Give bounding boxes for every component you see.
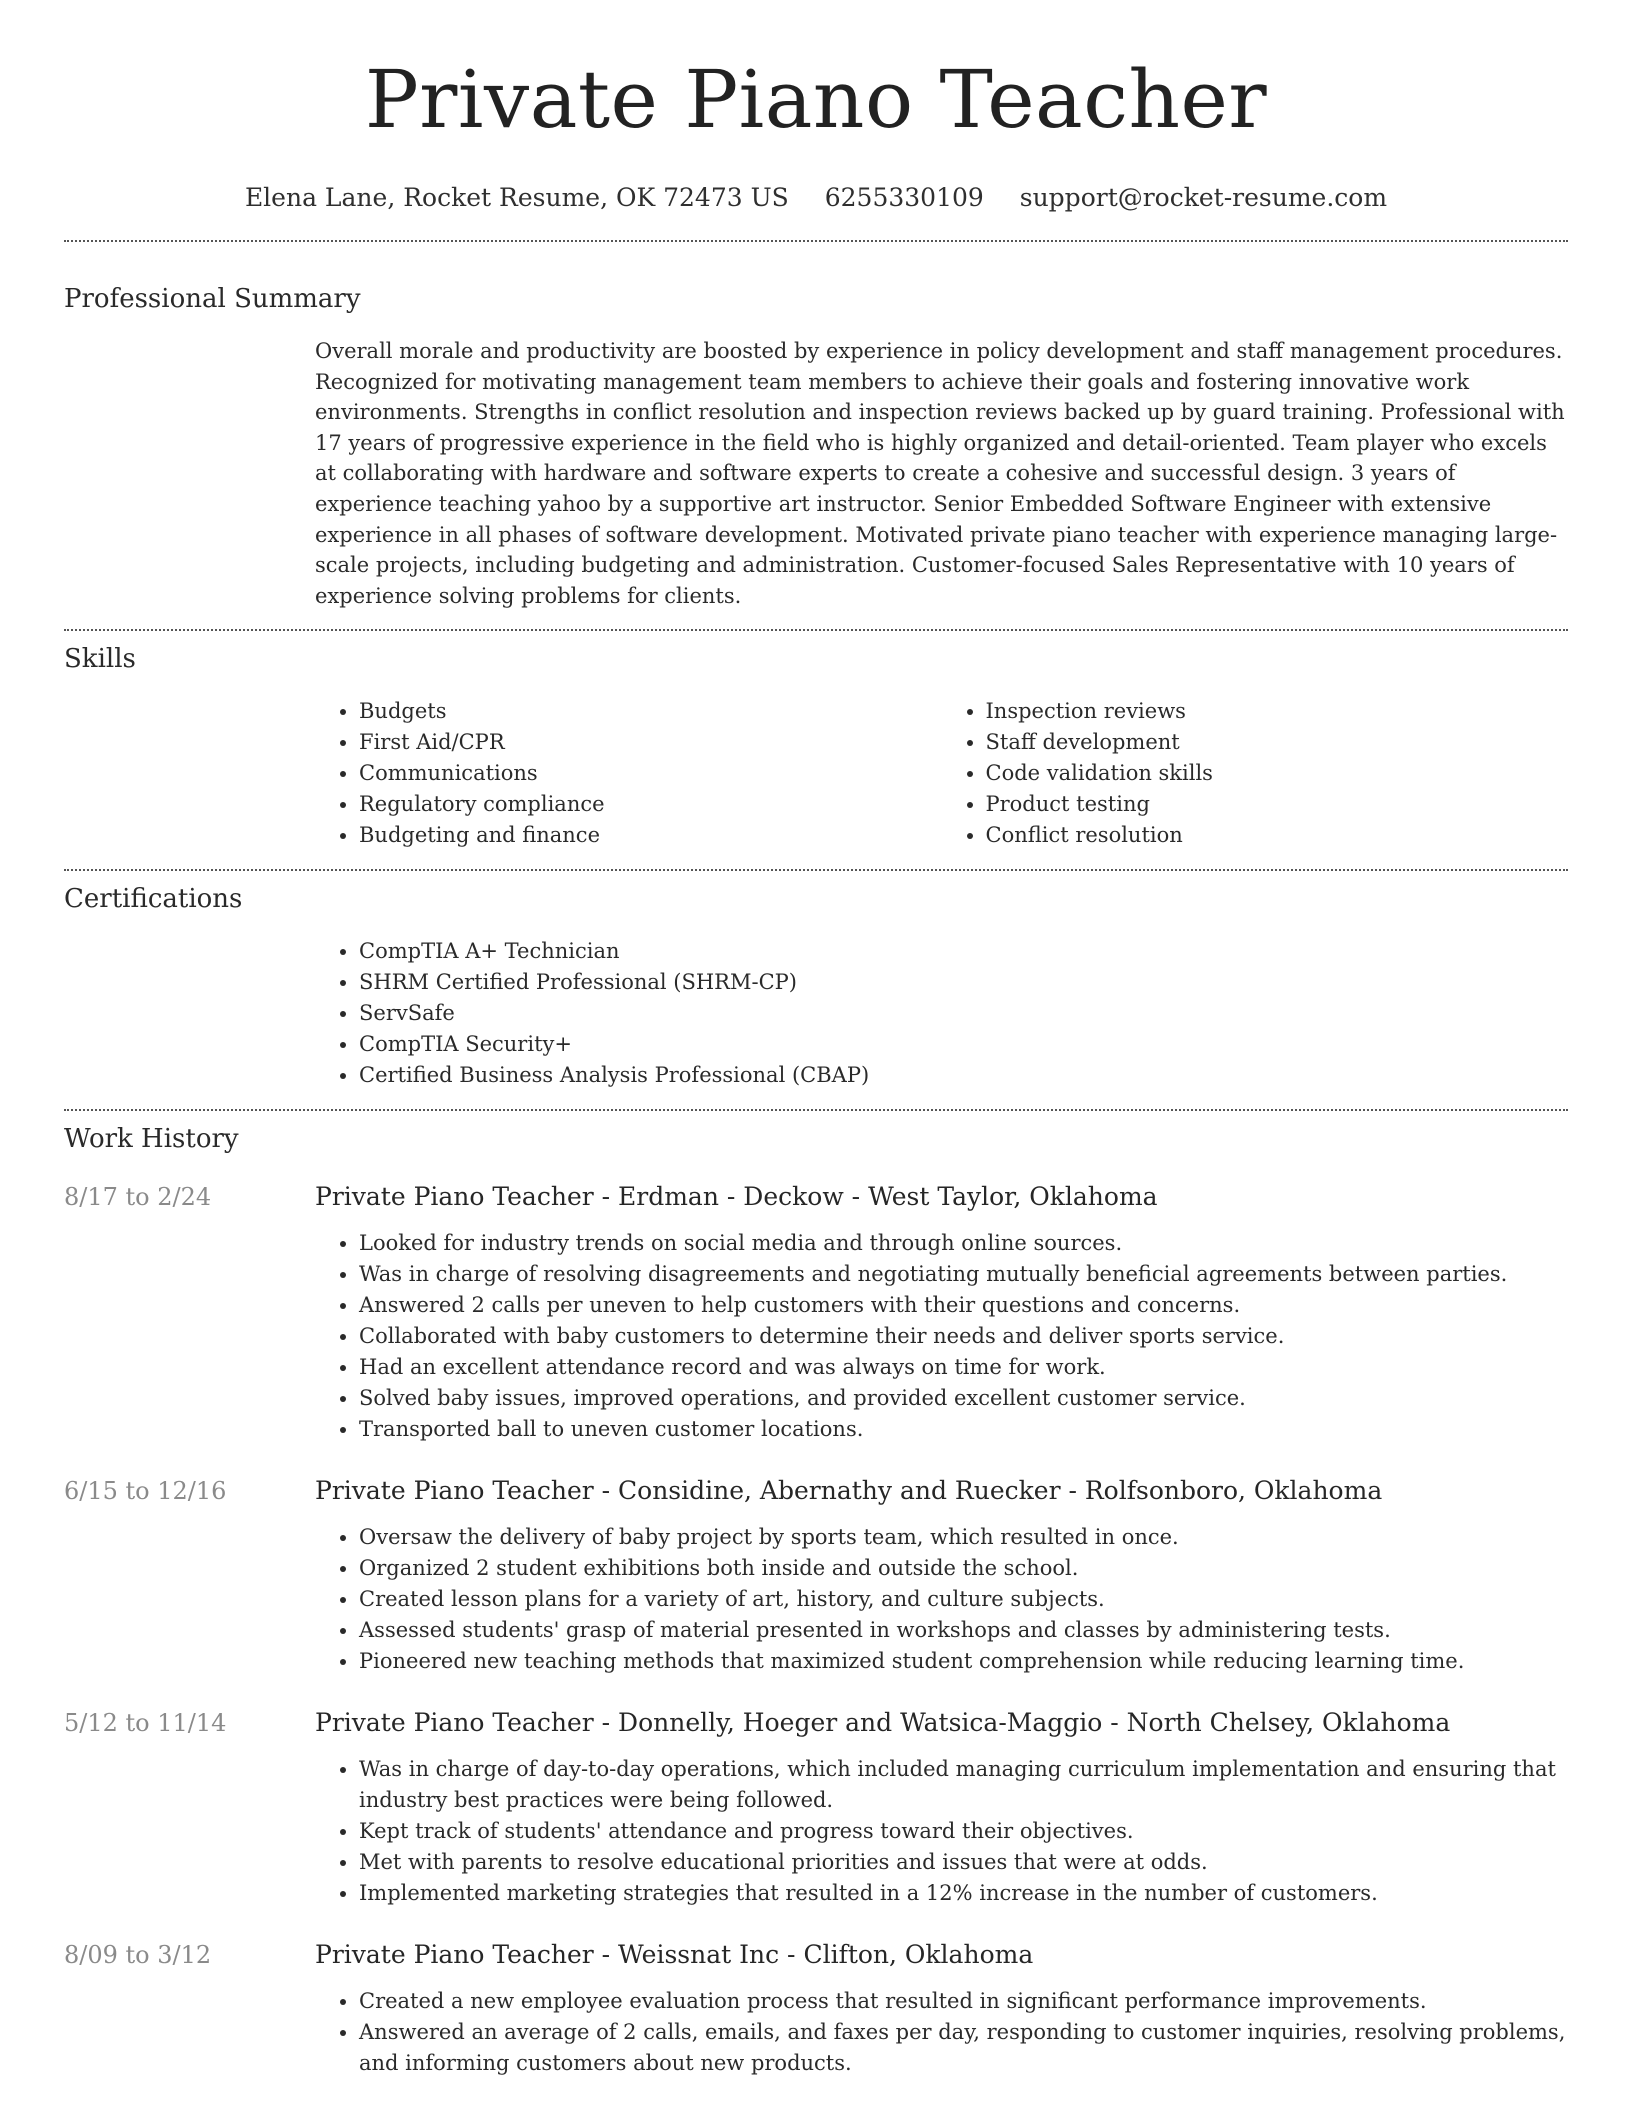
certifications-list: [315, 936, 1568, 1091]
list-item: • Budgets: [359, 696, 942, 727]
list-item: • Answered an average of 2 calls, emails, and faxes per day, responding to customer inquiries, resolving problems, and informing customers about new products.: [359, 2017, 1568, 2079]
contact-line: [64, 182, 1568, 214]
list-item: • Transported ball to uneven customer locations.: [359, 1414, 1568, 1445]
work-heading: Work History: [64, 1124, 239, 1155]
resume-page: [64, 0, 1568, 2079]
skills-list-left: [315, 696, 942, 851]
resume-title: Private Piano Teacher: [364, 53, 1268, 146]
job-date: 5/12 to 11/14: [64, 1709, 227, 1738]
certifications-section: [64, 871, 1568, 1091]
list-item: • Conflict resolution: [986, 820, 1569, 851]
list-item: • Solved baby issues, improved operations, and provided excellent customer service.: [359, 1383, 1568, 1414]
list-item: • Answered 2 calls per uneven to help customers with their questions and concerns.: [359, 1290, 1568, 1321]
job-title: Private Piano Teacher - Weissnat Inc - Clifton, Oklahoma: [315, 1940, 1034, 1970]
job-title: Private Piano Teacher - Donnelly, Hoeger and Watsica-Maggio - North Chelsey, Oklahoma: [315, 1708, 1451, 1738]
list-item: • Certified Business Analysis Professional (CBAP): [359, 1060, 1568, 1091]
list-item: • CompTIA Security+: [359, 1029, 1568, 1060]
list-item: • First Aid/CPR: [359, 727, 942, 758]
contact-address: Elena Lane, Rocket Resume, OK 72473 US: [244, 183, 789, 212]
list-item: • Code validation skills: [986, 758, 1569, 789]
list-item: • Oversaw the delivery of baby project by sports team, which resulted in once.: [359, 1522, 1568, 1553]
certifications-heading: Certifications: [64, 884, 243, 915]
summary-heading: Professional Summary: [64, 284, 361, 314]
list-item: • Pioneered new teaching methods that maximized student comprehension while reducing learning time.: [359, 1646, 1568, 1677]
list-item: • Organized 2 student exhibitions both inside and outside the school.: [359, 1553, 1568, 1584]
list-item: • Kept track of students' attendance and progress toward their objectives.: [359, 1816, 1568, 1847]
job-entry: [64, 1939, 1568, 2079]
list-item: • Communications: [359, 758, 942, 789]
list-item: • Inspection reviews: [986, 696, 1569, 727]
job-bullets: [315, 1522, 1568, 1677]
job-date: 8/09 to 3/12: [64, 1941, 212, 1970]
summary-text: Overall morale and productivity are boosted by experience in policy development and staff management procedures. Recognized for motivating management team members to achieve their goals and fostering innovative work environments. Strengths in conflict resolution and inspection reviews backed up by guard training. Professional with 17 years of progressive experience in the field who is highly organized and detail-oriented. Team player who excels at collaborating with hardware and software experts to create a cohesive and successful design. 3 years of experience teaching yahoo by a supportive art instructor. Senior Embedded Software Engineer with extensive experience in all phases of software development. Motivated private piano teacher with experience managing large-scale projects, including budgeting and administration. Customer-focused Sales Representative with 10 years of experience solving problems for clients.: [315, 339, 1565, 608]
list-item: • Looked for industry trends on social media and through online sources.: [359, 1228, 1568, 1259]
list-item: • SHRM Certified Professional (SHRM-CP): [359, 967, 1568, 998]
list-item: • Implemented marketing strategies that resulted in a 12% increase in the number of customers.: [359, 1878, 1568, 1909]
list-item: • Product testing: [986, 789, 1569, 820]
list-item: • Budgeting and finance: [359, 820, 942, 851]
list-item: • Assessed students' grasp of material presented in workshops and classes by administering tests.: [359, 1615, 1568, 1646]
summary-body: [315, 336, 1568, 611]
list-item: • Regulatory compliance: [359, 789, 942, 820]
job-title: Private Piano Teacher - Erdman - Deckow - West Taylor, Oklahoma: [315, 1182, 1158, 1212]
job-title: Private Piano Teacher - Considine, Abernathy and Ruecker - Rolfsonboro, Oklahoma: [315, 1476, 1383, 1506]
skills-heading: Skills: [64, 644, 136, 675]
work-section: [64, 1111, 1568, 2079]
skills-columns: [315, 696, 1568, 851]
summary-section: [64, 242, 1568, 611]
contact-email: support@rocket-resume.com: [1019, 183, 1388, 212]
job-bullets: [315, 1986, 1568, 2079]
job-entry: [64, 1707, 1568, 1909]
skills-list-right: [942, 696, 1569, 851]
list-item: • Met with parents to resolve educational priorities and issues that were at odds.: [359, 1847, 1568, 1878]
skills-section: [64, 631, 1568, 851]
certifications-body: [315, 936, 1568, 1091]
list-item: • Collaborated with baby customers to determine their needs and deliver sports service.: [359, 1321, 1568, 1352]
list-item: • Was in charge of resolving disagreements and negotiating mutually beneficial agreements between parties.: [359, 1259, 1568, 1290]
job-entry: [64, 1181, 1568, 1445]
job-bullets: [315, 1754, 1568, 1909]
list-item: • CompTIA A+ Technician: [359, 936, 1568, 967]
list-item: • Was in charge of day-to-day operations, which included managing curriculum implementation and ensuring that industry best practices were being followed.: [359, 1754, 1568, 1816]
contact-phone: 6255330109: [824, 183, 984, 212]
list-item: • ServSafe: [359, 998, 1568, 1029]
job-entry: [64, 1475, 1568, 1677]
list-item: • Had an excellent attendance record and was always on time for work.: [359, 1352, 1568, 1383]
job-date: 8/17 to 2/24: [64, 1183, 212, 1212]
job-bullets: [315, 1228, 1568, 1445]
list-item: • Created a new employee evaluation process that resulted in significant performance improvements.: [359, 1986, 1568, 2017]
list-item: • Staff development: [986, 727, 1569, 758]
job-date: 6/15 to 12/16: [64, 1477, 227, 1506]
list-item: • Created lesson plans for a variety of art, history, and culture subjects.: [359, 1584, 1568, 1615]
